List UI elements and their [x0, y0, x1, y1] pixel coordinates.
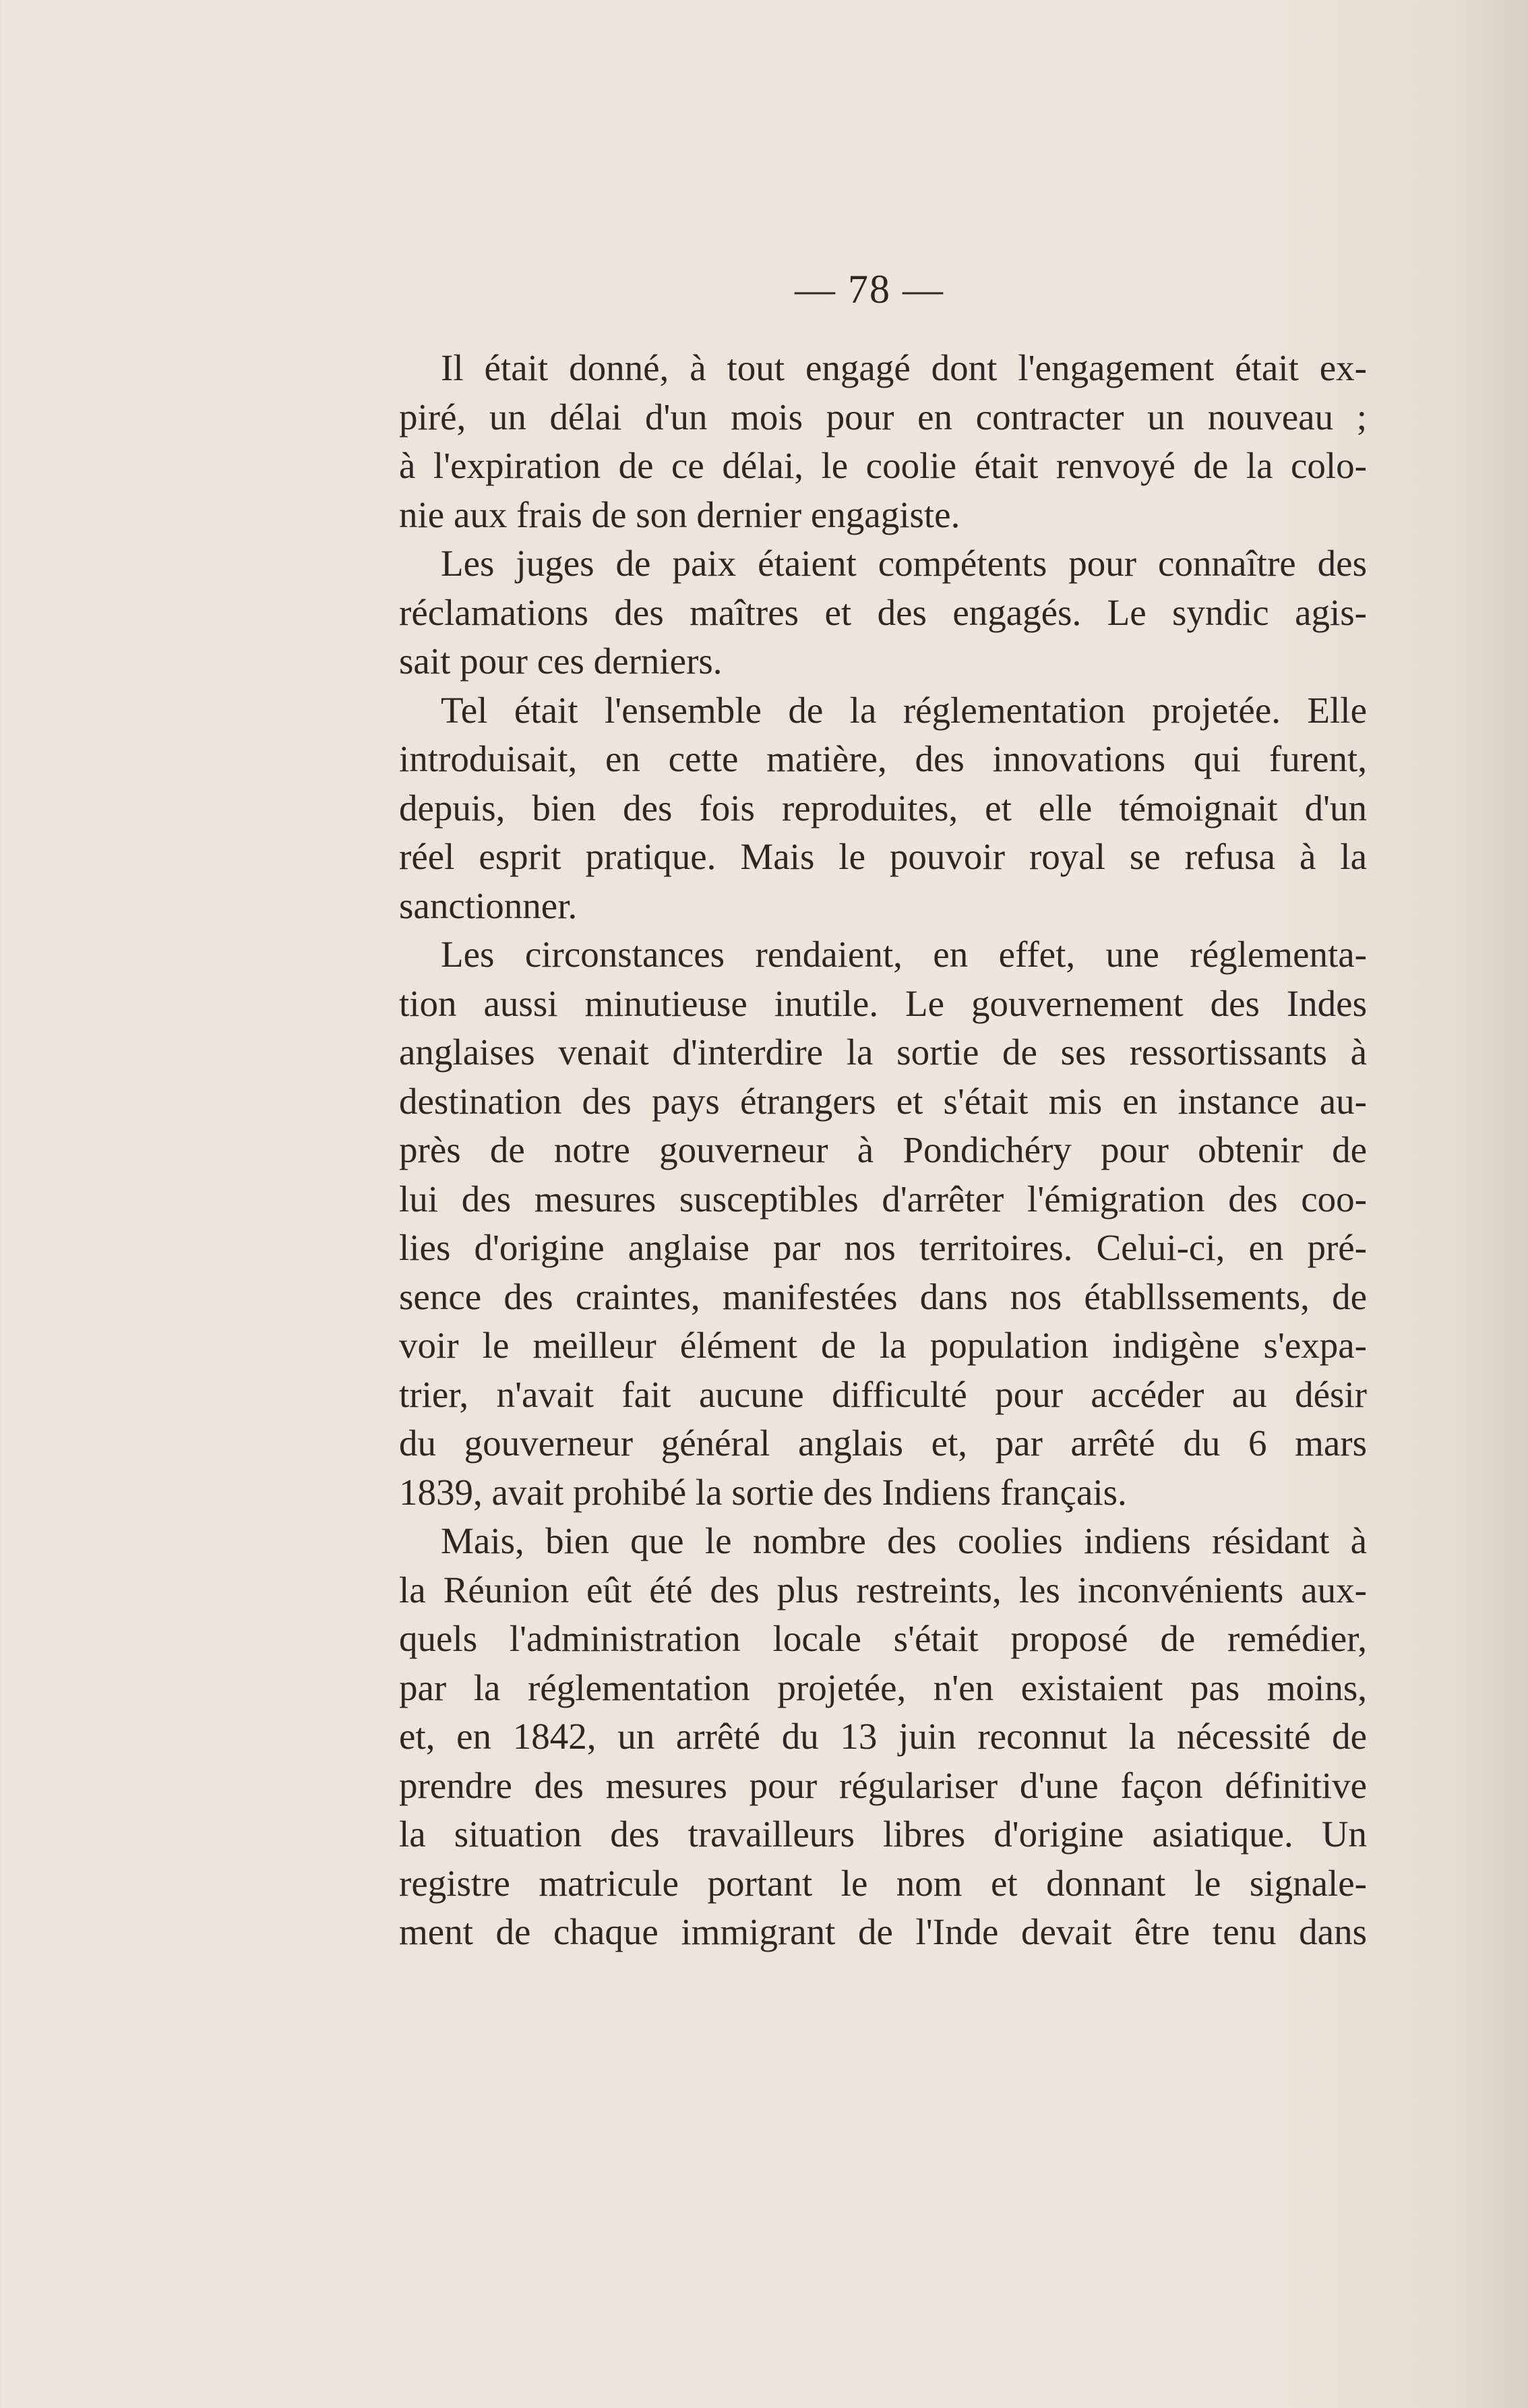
text-line: et, en 1842, un arrêté du 13 juin reconnut la nécessité de [399, 1716, 1367, 1757]
text-line: anglaises venait d'interdire la sortie de ses ressortissants à [399, 1031, 1367, 1073]
text-line: ment de chaque immigrant de l'Inde devait être tenu dans [399, 1911, 1367, 1952]
text-line: par la réglementation projetée, n'en existaient pas moins, [399, 1666, 1367, 1708]
text-line: sait pour ces derniers. [399, 640, 723, 682]
paragraph-first-line: Les circonstances rendaient, en effet, une réglementa- [441, 934, 1367, 975]
text-line: réel esprit pratique. Mais le pouvoir royal se refusa à la [399, 836, 1367, 877]
text-line: la situation des travailleurs libres d'origine asiatique. Un [399, 1813, 1367, 1855]
text-line: quels l'administration locale s'était proposé de remédier, [399, 1618, 1367, 1659]
text-line: trier, n'avait fait aucune difficulté pour accéder au désir [399, 1373, 1367, 1415]
text-line: tion aussi minutieuse inutile. Le gouvernement des Indes [399, 982, 1367, 1024]
text-line: destination des pays étrangers et s'était mis en instance au- [399, 1080, 1367, 1122]
text-line: piré, un délai d'un mois pour en contracter un nouveau ; [399, 396, 1367, 438]
text-line: du gouverneur général anglais et, par arrêté du 6 mars [399, 1422, 1367, 1464]
text-line: registre matricule portant le nom et donnant le signale- [399, 1862, 1367, 1904]
text-line: voir le meilleur élément de la population indigène s'expa- [399, 1325, 1367, 1366]
text-line: lui des mesures susceptibles d'arrêter l'émigration des coo- [399, 1178, 1367, 1220]
paragraph-first-line: Il était donné, à tout engagé dont l'engagement était ex- [441, 347, 1367, 388]
text-line: nie aux frais de son dernier engagiste. [399, 493, 960, 535]
page-number: — 78 — [795, 267, 944, 311]
text-line: près de notre gouverneur à Pondichéry pour obtenir de [399, 1129, 1367, 1170]
paragraph-first-line: Mais, bien que le nombre des coolies indiens résidant à [441, 1520, 1367, 1561]
text-line: à l'expiration de ce délai, le coolie était renvoyé de la colo- [399, 445, 1367, 486]
text-line: prendre des mesures pour régulariser d'une façon définitive [399, 1764, 1367, 1806]
text-line: introduisait, en cette matière, des innovations qui furent, [399, 738, 1367, 779]
text-line: lies d'origine anglaise par nos territoires. Celui-ci, en pré- [399, 1227, 1367, 1268]
paragraph-first-line: Tel était l'ensemble de la réglementation projetée. Elle [441, 689, 1367, 731]
text-line: depuis, bien des fois reproduites, et elle témoignait d'un [399, 787, 1367, 829]
text-line: sence des craintes, manifestées dans nos établlssements, de [399, 1275, 1367, 1317]
text-line: la Réunion eût été des plus restreints, les inconvénients aux- [399, 1569, 1367, 1611]
body-text [399, 344, 1367, 1957]
paragraph-first-line: Les juges de paix étaient compétents pour connaître des [441, 543, 1367, 584]
text-line: sanctionner. [399, 884, 578, 926]
text-line: 1839, avait prohibé la sortie des Indiens français. [399, 1471, 1127, 1513]
text-line: réclamations des maîtres et des engagés. Le syndic agis- [399, 591, 1367, 633]
